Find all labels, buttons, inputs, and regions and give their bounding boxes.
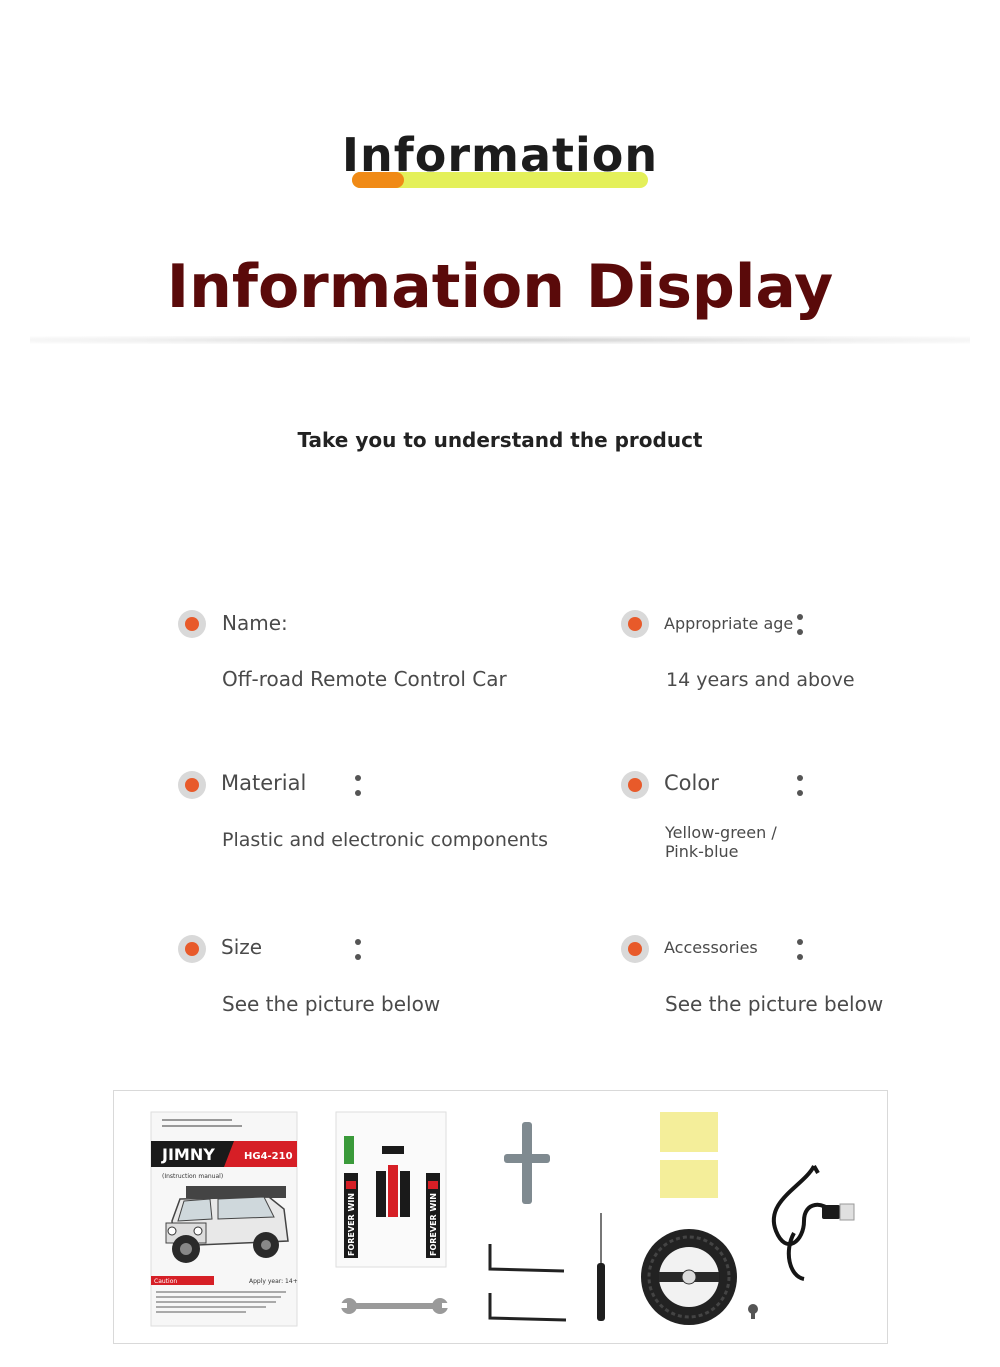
colon-icon <box>355 939 361 961</box>
manual-caution: Caution <box>154 1278 178 1285</box>
manual-age: Apply year: 14+ <box>249 1278 298 1285</box>
bullet-icon <box>178 935 206 963</box>
colon-icon <box>797 614 803 636</box>
manual-brand: JIMNY <box>162 1145 215 1164</box>
spare-wheel-icon <box>641 1229 758 1325</box>
age-label: Appropriate age <box>664 614 794 633</box>
sticker-sheet <box>336 1112 446 1267</box>
accessories-photo <box>113 1090 888 1344</box>
subtitle: Take you to understand the product <box>297 428 703 452</box>
cross-wrench-icon <box>504 1122 550 1204</box>
display-title: Information Display <box>166 252 834 322</box>
color-value <box>665 823 777 861</box>
material-value: Plastic and electronic components <box>222 829 549 851</box>
colon-icon <box>355 775 361 797</box>
name-label: Name: <box>222 611 288 635</box>
size-label: Size <box>221 935 263 959</box>
usb-cable-icon <box>774 1166 854 1279</box>
instruction-manual <box>151 1112 298 1326</box>
colon-icon <box>797 939 803 961</box>
size-value: See the picture below <box>222 992 441 1016</box>
accessories-label: Accessories <box>664 938 758 957</box>
sticker-text-right: FOREVER WIN <box>429 1193 438 1256</box>
color-value-line2: Pink-blue <box>665 842 739 861</box>
color-value-line1: Yellow-green / <box>665 823 777 842</box>
wrench-icon <box>341 1298 448 1314</box>
bullet-icon <box>621 610 649 638</box>
title-divider <box>30 336 970 344</box>
bullet-icon <box>621 935 649 963</box>
material-label: Material <box>221 771 307 795</box>
name-value: Off-road Remote Control Car <box>222 667 507 691</box>
screwdriver-icon <box>597 1213 605 1321</box>
colon-icon <box>797 775 803 797</box>
section-title: Information <box>341 128 659 182</box>
manual-subtitle: (Instruction manual) <box>162 1173 224 1180</box>
bullet-icon <box>621 771 649 799</box>
bullet-icon <box>178 771 206 799</box>
accessories-value: See the picture below <box>665 992 884 1016</box>
color-label: Color <box>664 771 719 795</box>
hex-key-icon <box>490 1244 566 1320</box>
manual-model: HG4-210 <box>244 1151 293 1162</box>
age-value: 14 years and above <box>666 669 855 691</box>
sticker-text-left: FOREVER WIN <box>347 1193 356 1256</box>
bullet-icon <box>178 610 206 638</box>
foam-pads <box>660 1112 718 1198</box>
accessories-illustration <box>114 1091 887 1343</box>
